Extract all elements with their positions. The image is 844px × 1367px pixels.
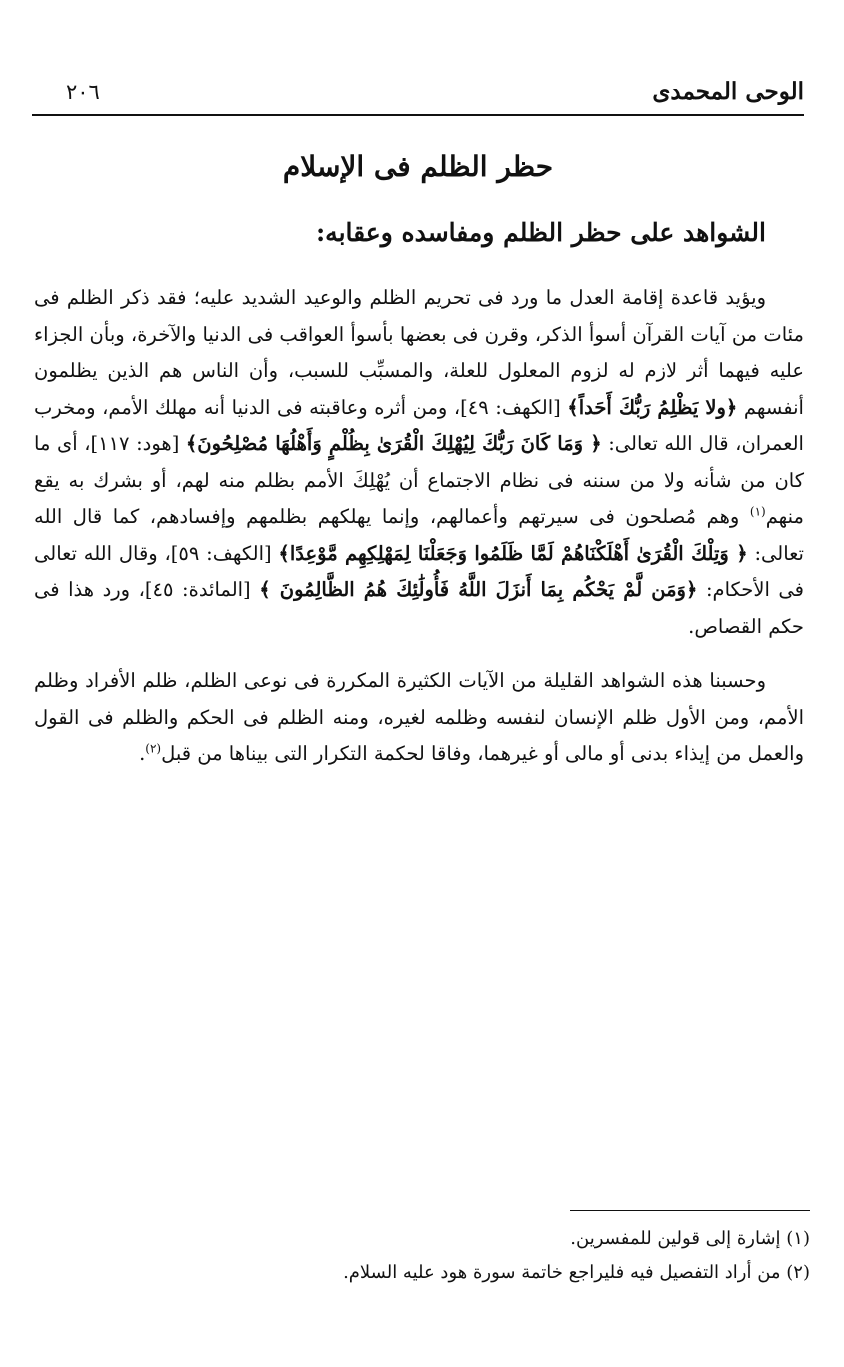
footnote-reference[interactable]: (١) — [749, 504, 766, 519]
quran-verse: ﴿ولا يَظْلِمُ رَبُّكَ أَحَداً﴾ — [567, 395, 738, 419]
text-span: [هود: ١١٧]، أى ما كان من شأنه ولا من سننه فى نظام الاجتماع أن يُهْلِكَ الأمم بظلم منه لهم، أو بشرك به يقع منهم — [34, 432, 804, 528]
body-text — [34, 280, 804, 773]
text-span: [الكهف: ٤٩]، ومن أثره وعاقبته فى الدنيا أنه مهلك الأمم، ومخرب العمران، قال الله تعالى: — [34, 395, 804, 455]
page-number: ٢٠٦ — [66, 80, 100, 104]
footnote-divider — [570, 1210, 810, 1211]
footnote-2: (٢) من أراد التفصيل فيه فليراجع خاتمة سورة هود عليه السلام. — [343, 1262, 810, 1283]
footnote-reference[interactable]: (٢) — [145, 741, 162, 756]
quran-verse: ﴿ وَتِلْكَ الْقُرَىٰ أَهْلَكْنَاهُمْ لَمَّا ظَلَمُوا وَجَعَلْنَا لِمَهْلِكِهِم مَّوْعِدًا﴾ — [278, 541, 748, 565]
text-span: ويؤيد قاعدة إقامة العدل ما ورد فى تحريم الظلم والوعيد الشديد عليه؛ فقد ذكر الظلم فى مئات من آيات القرآن أسوأ الذكر، وقرن فى بعضها بأسوأ العواقب فى الدنيا والآخرة، وبأن الجزاء عليه فيهما أثر لازم له لزوم المعلول للعلة، والمسبِّب للسبب، وأن الناس هم الذين يظلمون أنفسهم — [34, 286, 804, 419]
text-span: [المائدة: ٤٥]، ورد هذا فى حكم القصاص. — [34, 578, 804, 638]
paragraph-1 — [34, 280, 804, 645]
section-heading: الشواهد على حظر الظلم ومفاسده وعقابه: — [315, 218, 766, 247]
text-span: وهم مُصلحون فى سيرتهم وأعمالهم، وإنما يهلكهم بظلمهم وإفسادهم، كما قال الله تعالى: — [34, 505, 804, 565]
page-header — [32, 78, 804, 112]
quran-verse: ﴿وَمَن لَّمْ يَحْكُم بِمَا أَنزَلَ اللَّهُ فَأُولَٰئِكَ هُمُ الظَّالِمُونَ ﴾ — [259, 578, 698, 601]
quran-verse: ﴿ وَمَا كَانَ رَبُّكَ لِيُهْلِكَ الْقُرَىٰ بِظُلْمٍ وَأَهْلُهَا مُصْلِحُونَ﴾ — [185, 432, 602, 455]
chapter-title: حظر الظلم فى الإسلام — [282, 150, 554, 183]
footnotes — [40, 1222, 810, 1290]
header-divider — [32, 114, 804, 116]
text-span: وحسبنا هذه الشواهد القليلة من الآيات الكثيرة المكررة فى نوعى الظلم، ظلم الأفراد وظلم الأمم، ومن الأول ظلم الإنسان لنفسه وظلمه لغيره، ومنه الظلم فى الحكم والظلم فى القول والعمل من إيذاء بدنى أو مالى أو غيرهما، وفاقا لحكمة التكرار التى بيناها من قبل — [34, 669, 804, 765]
running-title: الوحى المحمدى — [652, 78, 804, 105]
footnote-1: (١) إشارة إلى قولين للمفسرين. — [570, 1228, 810, 1249]
text-span: [الكهف: ٥٩]، وقال الله تعالى فى الأحكام: — [34, 541, 805, 601]
paragraph-2 — [34, 663, 804, 773]
text-span: . — [139, 742, 146, 765]
